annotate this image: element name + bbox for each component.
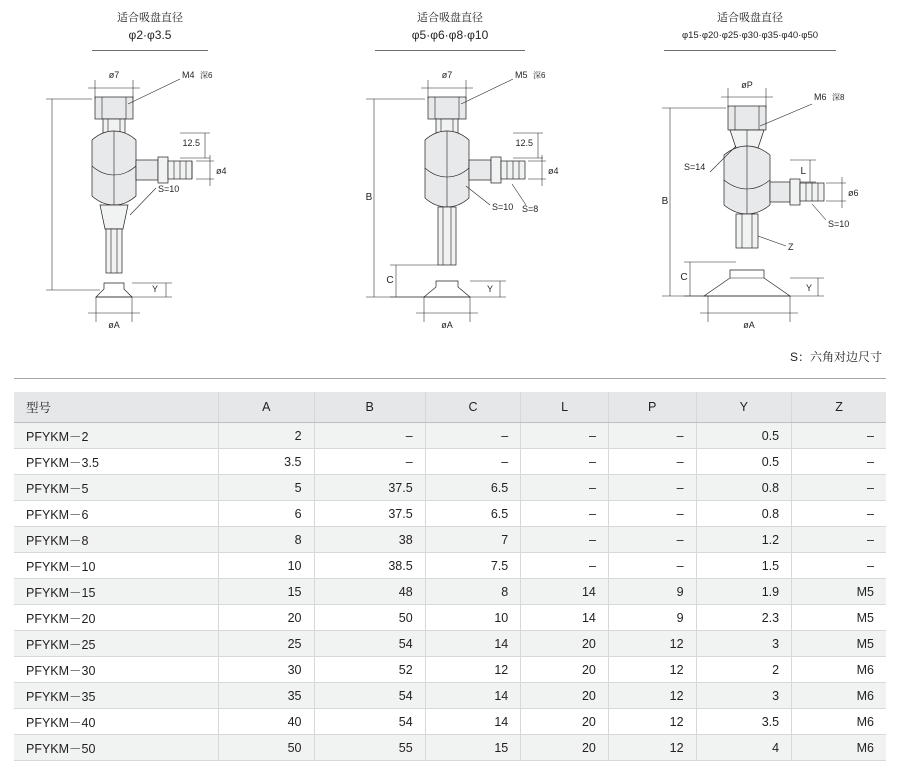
cell-l: 14: [521, 605, 609, 631]
cell-l: 20: [521, 657, 609, 683]
cell-z: M5: [792, 579, 886, 605]
panel-1-label-hex: S=10: [158, 184, 180, 194]
cell-z: M6: [792, 735, 886, 761]
cell-y: 0.5: [696, 423, 792, 449]
cell-b: –: [314, 423, 425, 449]
cell-model: PFYKM－30: [14, 657, 219, 683]
cell-z: –: [792, 449, 886, 475]
cell-c: –: [425, 423, 521, 449]
panel-2-label-thread-top-depth: 深6: [533, 71, 546, 80]
panel-2-label-top-dia: ø7: [441, 70, 453, 80]
cell-b: –: [314, 449, 425, 475]
cell-a: 8: [219, 527, 315, 553]
cell-a: 25: [219, 631, 315, 657]
table-row: [14, 553, 886, 579]
panel-2-drawing: [300, 0, 600, 355]
cell-c: 7: [425, 527, 521, 553]
cell-b: 38.5: [314, 553, 425, 579]
cell-model: PFYKM－6: [14, 501, 219, 527]
panel-2-label-side-dia: ø4: [548, 166, 559, 176]
cell-c: 8: [425, 579, 521, 605]
cell-l: 20: [521, 709, 609, 735]
table-row: [14, 527, 886, 553]
cell-y: 0.8: [696, 475, 792, 501]
panel-1-label-top-dia: ø7: [108, 70, 120, 80]
cell-p: 12: [608, 657, 696, 683]
panel-3-caption-line1: 适合吸盘直径: [716, 12, 783, 24]
panel-2-label-height: 12.5: [515, 138, 533, 148]
cell-b: 54: [314, 631, 425, 657]
table-row: [14, 631, 886, 657]
section-divider: [14, 378, 886, 379]
cell-l: 14: [521, 579, 609, 605]
cell-a: 6: [219, 501, 315, 527]
cell-a: 35: [219, 683, 315, 709]
panel-1-label-height: 12.5: [182, 138, 200, 148]
th-l: L: [521, 392, 609, 423]
panel-3-label-c: C: [680, 272, 688, 283]
th-a: A: [219, 392, 315, 423]
cell-l: –: [521, 553, 609, 579]
cell-p: –: [608, 475, 696, 501]
cell-z: M6: [792, 657, 886, 683]
panel-3-label-z: Z: [788, 242, 794, 252]
cell-a: 2: [219, 423, 315, 449]
panel-1-label-pad-dia: øA: [108, 320, 120, 330]
panel-2-caption-line1: 适合吸盘直径: [416, 12, 483, 24]
cell-y: 2: [696, 657, 792, 683]
cell-p: –: [608, 423, 696, 449]
cell-c: 14: [425, 683, 521, 709]
panel-3-caption-underline: [664, 50, 836, 51]
panel-2-caption: [412, 10, 488, 44]
cell-model: PFYKM－8: [14, 527, 219, 553]
table-row: [14, 423, 886, 449]
table-row: [14, 605, 886, 631]
th-b: B: [314, 392, 425, 423]
panel-1-caption-line2: φ2·φ3.5: [128, 28, 172, 42]
cell-p: –: [608, 501, 696, 527]
cell-p: 12: [608, 735, 696, 761]
panel-3-caption: [682, 10, 818, 44]
panel-1-caption: [117, 10, 183, 44]
cell-y: 1.2: [696, 527, 792, 553]
cell-c: 15: [425, 735, 521, 761]
cell-y: 3: [696, 631, 792, 657]
cell-l: 20: [521, 735, 609, 761]
cell-p: –: [608, 553, 696, 579]
cell-a: 20: [219, 605, 315, 631]
th-p: P: [608, 392, 696, 423]
panel-1-label-y: Y: [151, 284, 158, 294]
cell-b: 37.5: [314, 501, 425, 527]
cell-y: 1.9: [696, 579, 792, 605]
cell-z: M6: [792, 709, 886, 735]
panel-1-label-side-dia: ø4: [216, 166, 227, 176]
table-row: [14, 579, 886, 605]
cell-y: 1.5: [696, 553, 792, 579]
cell-c: 14: [425, 709, 521, 735]
table-header-row: [14, 392, 886, 423]
panel-3-label-side-dia: ø6: [848, 188, 859, 198]
table-row: [14, 657, 886, 683]
cell-model: PFYKM－15: [14, 579, 219, 605]
panel-3-label-top-dia: øP: [741, 80, 753, 90]
cell-p: 12: [608, 631, 696, 657]
table-row: [14, 683, 886, 709]
th-model: 型号: [14, 392, 219, 423]
cell-model: PFYKM－5: [14, 475, 219, 501]
panel-2-label-hex-left: S=10: [492, 202, 514, 212]
cell-l: –: [521, 423, 609, 449]
cell-c: 6.5: [425, 475, 521, 501]
cell-c: 6.5: [425, 501, 521, 527]
panel-2-label-y: Y: [486, 284, 493, 294]
panel-3-label-hex-side: S=10: [828, 219, 850, 229]
cell-y: 0.8: [696, 501, 792, 527]
cell-a: 50: [219, 735, 315, 761]
panel-3-label-hex-top: S=14: [684, 162, 706, 172]
cell-p: –: [608, 527, 696, 553]
table-row: [14, 475, 886, 501]
cell-y: 4: [696, 735, 792, 761]
cell-b: 52: [314, 657, 425, 683]
cell-l: 20: [521, 631, 609, 657]
cell-a: 5: [219, 475, 315, 501]
panel-2-label-pad-dia: øA: [441, 320, 453, 330]
panel-1-caption-underline: [92, 50, 208, 51]
panel-1-caption-line1: 适合吸盘直径: [117, 12, 183, 24]
cell-l: –: [521, 501, 609, 527]
cell-z: –: [792, 527, 886, 553]
panel-3-label-pad-dia: øA: [743, 320, 755, 330]
cell-p: –: [608, 449, 696, 475]
cell-z: M6: [792, 683, 886, 709]
cell-a: 40: [219, 709, 315, 735]
th-z: Z: [792, 392, 886, 423]
panel-1-label-thread-top: M4: [182, 70, 195, 80]
diagram-area: [0, 0, 900, 364]
diagram-panel-2: [300, 0, 600, 355]
cell-y: 3.5: [696, 709, 792, 735]
table-row: [14, 709, 886, 735]
th-y: Y: [696, 392, 792, 423]
cell-z: M5: [792, 605, 886, 631]
cell-y: 3: [696, 683, 792, 709]
panel-3-label-b: B: [661, 196, 669, 207]
cell-b: 37.5: [314, 475, 425, 501]
cell-a: 10: [219, 553, 315, 579]
cell-b: 54: [314, 709, 425, 735]
cell-a: 15: [219, 579, 315, 605]
cell-y: 0.5: [696, 449, 792, 475]
panel-2-caption-underline: [375, 50, 525, 51]
cell-model: PFYKM－2: [14, 423, 219, 449]
cell-model: PFYKM－50: [14, 735, 219, 761]
cell-b: 50: [314, 605, 425, 631]
panel-3-caption-line2: φ15·φ20·φ25·φ30·φ35·φ40·φ50: [681, 30, 819, 41]
cell-model: PFYKM－10: [14, 553, 219, 579]
panel-3-label-y: Y: [805, 283, 812, 293]
table-row: [14, 735, 886, 761]
cell-l: –: [521, 475, 609, 501]
panel-1-label-thread-top-depth: 深6: [200, 71, 213, 80]
cell-p: 9: [608, 579, 696, 605]
cell-l: 20: [521, 683, 609, 709]
cell-c: 10: [425, 605, 521, 631]
cell-c: 7.5: [425, 553, 521, 579]
table-row: [14, 501, 886, 527]
cell-model: PFYKM－35: [14, 683, 219, 709]
cell-z: –: [792, 501, 886, 527]
cell-z: –: [792, 475, 886, 501]
panel-1-drawing: [0, 0, 300, 355]
cell-model: PFYKM－3.5: [14, 449, 219, 475]
panel-3-label-thread-top: M6: [814, 92, 827, 102]
cell-z: –: [792, 423, 886, 449]
specification-table: [14, 392, 886, 761]
cell-p: 12: [608, 709, 696, 735]
panel-2-caption-line2: φ5·φ6·φ8·φ10: [411, 28, 489, 42]
cell-c: –: [425, 449, 521, 475]
cell-c: 12: [425, 657, 521, 683]
hex-note: S：六角对边尺寸: [789, 350, 882, 364]
cell-z: M5: [792, 631, 886, 657]
panel-2-label-hex-right: S=8: [522, 204, 539, 214]
cell-model: PFYKM－25: [14, 631, 219, 657]
cell-model: PFYKM－20: [14, 605, 219, 631]
cell-c: 14: [425, 631, 521, 657]
cell-b: 48: [314, 579, 425, 605]
cell-b: 38: [314, 527, 425, 553]
cell-p: 9: [608, 605, 696, 631]
cell-model: PFYKM－40: [14, 709, 219, 735]
cell-a: 3.5: [219, 449, 315, 475]
panel-2-label-c: C: [386, 275, 394, 286]
table-row: [14, 449, 886, 475]
cell-b: 55: [314, 735, 425, 761]
diagram-panel-3: [600, 0, 900, 355]
panel-3-drawing: [600, 0, 900, 355]
cell-z: –: [792, 553, 886, 579]
panel-3-label-l: L: [800, 166, 806, 177]
panel-3-label-thread-top-depth: 深8: [832, 93, 845, 102]
th-c: C: [425, 392, 521, 423]
panel-2-label-thread-top: M5: [515, 70, 528, 80]
cell-p: 12: [608, 683, 696, 709]
cell-l: –: [521, 449, 609, 475]
cell-a: 30: [219, 657, 315, 683]
diagram-panel-1: [0, 0, 300, 355]
cell-y: 2.3: [696, 605, 792, 631]
cell-l: –: [521, 527, 609, 553]
cell-b: 54: [314, 683, 425, 709]
panel-2-label-b: B: [365, 192, 373, 203]
